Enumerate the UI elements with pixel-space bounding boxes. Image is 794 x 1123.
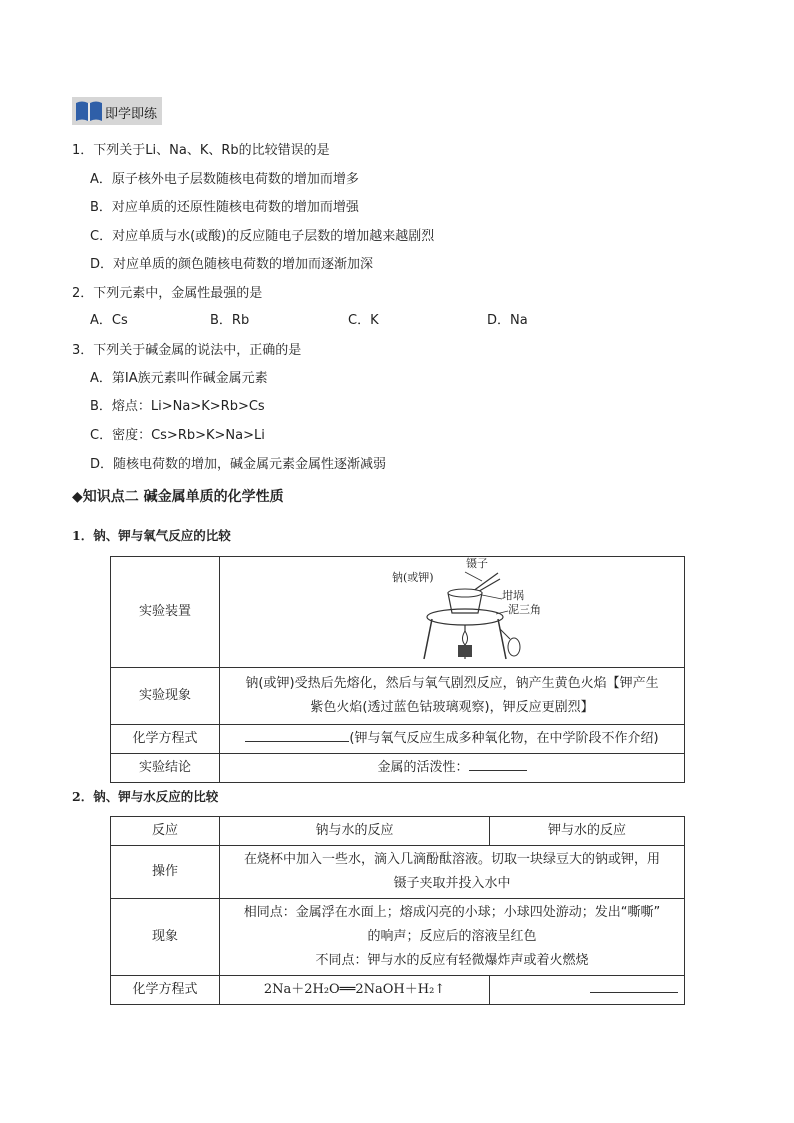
conclusion-text: 金属的活泼性：: [377, 760, 469, 775]
conclusion-label: 实验结论: [111, 754, 220, 783]
phenomenon-cell: [220, 899, 685, 976]
equation-blank[interactable]: [245, 727, 349, 742]
operation-line-1: 在烧杯中加入一些水，滴入几滴酚酞溶液。切取一块绿豆大的钠或钾，用: [243, 852, 660, 867]
q1-option-c: C．对应单质与水(或酸)的反应随电子层数的增加越来越剧烈: [90, 229, 435, 244]
phenomenon-label: 现象: [111, 899, 220, 976]
table-row: [111, 846, 685, 899]
clay-triangle-label: 泥三角: [508, 603, 541, 616]
equation-note: (钾与氧气反应生成多种氧化物，在中学阶段不作介绍): [349, 731, 659, 746]
phenomenon-cell: [220, 668, 685, 725]
phenomenon-line-3: 不同点：钾与水的反应有轻微爆炸声或着火燃烧: [315, 953, 589, 968]
table-row: [111, 817, 685, 846]
water-reaction-table: [110, 816, 685, 1005]
q3-option-c: C．密度：Cs>Rb>K>Na>Li: [90, 428, 265, 443]
operation-line-2: 镊子夹取并投入水中: [393, 876, 511, 891]
table-row: [111, 976, 685, 1005]
header-potassium: 钾与水的反应: [490, 817, 685, 846]
apparatus-label: 实验装置: [111, 557, 220, 668]
phenomenon-label: 实验现象: [111, 668, 220, 725]
q3-option-b: B．熔点：Li>Na>K>Rb>Cs: [90, 399, 265, 414]
equation-cell: [220, 725, 685, 754]
q1-option-d: D．对应单质的颜色随核电荷数的增加而逐渐加深: [90, 257, 374, 272]
equation-label: 化学方程式: [111, 976, 220, 1005]
sodium-equation: 2Na＋2H₂O══2NaOH＋H₂↑: [220, 976, 490, 1005]
table-row: [111, 668, 685, 725]
tweezers-label: 镊子: [466, 557, 488, 570]
table-row: [111, 899, 685, 976]
q2-stem: 2．下列元素中，金属性最强的是: [72, 286, 263, 301]
table-row: [111, 557, 685, 668]
apparatus-cell: [220, 557, 685, 668]
section-title: ◆知识点二 碱金属单质的化学性质: [72, 489, 284, 505]
practice-label: 即学即练: [105, 107, 158, 122]
conclusion-blank[interactable]: [469, 756, 527, 771]
conclusion-cell: [220, 754, 685, 783]
crucible-label: 坩埚: [502, 589, 524, 602]
q2-option-c: C．K: [348, 313, 379, 328]
phenomenon-line-2: 紫色火焰(透过蓝色钴玻璃观察)，钾反应更剧烈】: [310, 700, 594, 715]
phenomenon-line-1: 钠(或钾)受热后先熔化，然后与氧气剧烈反应，钠产生黄色火焰【钾产生: [245, 676, 659, 691]
header-reaction: 反应: [111, 817, 220, 846]
table-row: [111, 754, 685, 783]
potassium-equation-blank[interactable]: [590, 978, 678, 993]
q3-option-a: A．第ⅠA族元素叫作碱金属元素: [90, 371, 268, 386]
equation-label: 化学方程式: [111, 725, 220, 754]
sodium-label: 钠(或钾): [392, 571, 434, 584]
q1-stem: 1．下列关于Li、Na、K、Rb的比较错误的是: [72, 143, 330, 158]
q3-option-d: D．随核电荷数的增加，碱金属元素金属性逐渐减弱: [90, 457, 387, 472]
book-icon: [74, 100, 104, 122]
phenomenon-line-1: 相同点：金属浮在水面上；熔成闪亮的小球；小球四处游动；发出“嘶嘶”: [243, 905, 661, 920]
q3-stem: 3．下列关于碱金属的说法中，正确的是: [72, 343, 302, 358]
practice-badge: [72, 97, 162, 125]
table-row: [111, 725, 685, 754]
q2-option-d: D．Na: [487, 313, 528, 328]
operation-label: 操作: [111, 846, 220, 899]
potassium-equation-cell: [490, 976, 685, 1005]
q1-option-b: B．对应单质的还原性随核电荷数的增加而增强: [90, 200, 359, 215]
phenomenon-line-2: 的响声；反应后的溶液呈红色: [367, 929, 537, 944]
q2-option-a: A．Cs: [90, 313, 128, 328]
operation-cell: [220, 846, 685, 899]
part2-title: 2．钠、钾与水反应的比较: [72, 789, 219, 804]
part1-title: 1．钠、钾与氧气反应的比较: [72, 528, 231, 543]
q2-option-b: B．Rb: [210, 313, 250, 328]
q1-option-a: A．原子核外电子层数随核电荷数的增加而增多: [90, 172, 359, 187]
oxygen-reaction-table: [110, 556, 685, 783]
header-sodium: 钠与水的反应: [220, 817, 490, 846]
